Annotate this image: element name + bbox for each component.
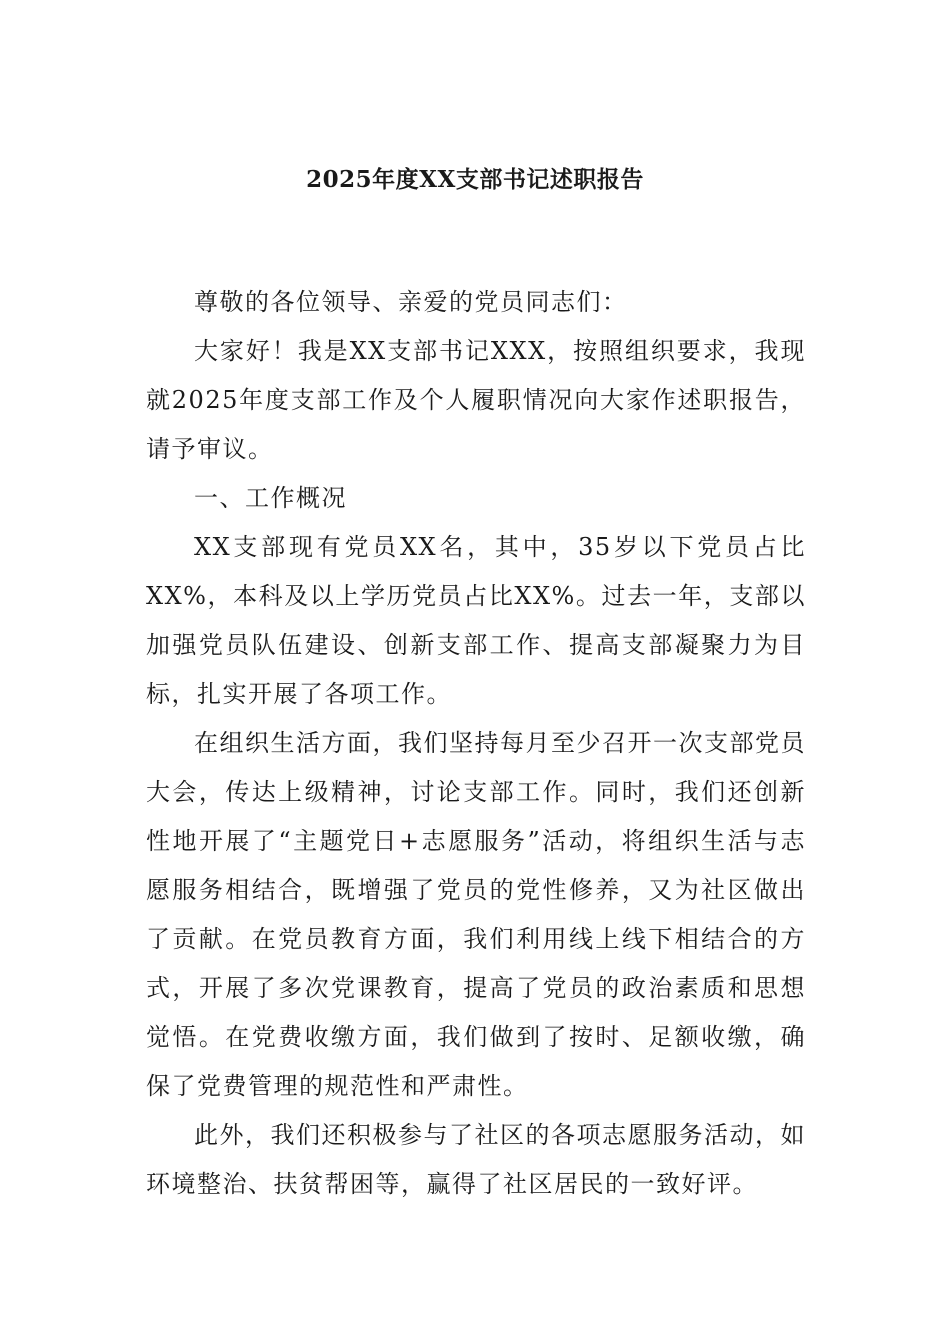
overview-paragraph: XX支部现有党员XX名，其中，35岁以下党员占比XX%，本科及以上学历党员占比XX%。过去一年，支部以加强党员队伍建设、创新支部工作、提高支部凝聚力为目标，扎实开展了各项工作。 (146, 533, 806, 708)
section-heading: 一、工作概况 (194, 484, 347, 512)
intro-paragraph: 大家好！我是XX支部书记XXX，按照组织要求，我现就2025年度支部工作及个人履职情况向大家作述职报告，请予审议。 (146, 337, 806, 463)
organization-life-paragraph: 在组织生活方面，我们坚持每月至少召开一次支部党员大会，传达上级精神，讨论支部工作。同时，我们还创新性地开展了“主题党日+志愿服务”活动，将组织生活与志愿服务相结合，既增强了党员的党性修养，又为社区做出了贡献。在党员教育方面，我们利用线上线下相结合的方式，开展了多次党课教育，提高了党员的政治素质和思想觉悟。在党费收缴方面，我们做到了按时、足额收缴，确保了党费管理的规范性和严肃性。 (146, 729, 806, 1100)
document-title: 2025年度XX支部书记述职报告 (306, 166, 644, 193)
salutation-paragraph: 尊敬的各位领导、亲爱的党员同志们： (194, 288, 628, 316)
volunteer-paragraph: 此外，我们还积极参与了社区的各项志愿服务活动，如环境整治、扶贫帮困等，赢得了社区居民的一致好评。 (146, 1121, 806, 1198)
document-body (146, 278, 806, 1209)
